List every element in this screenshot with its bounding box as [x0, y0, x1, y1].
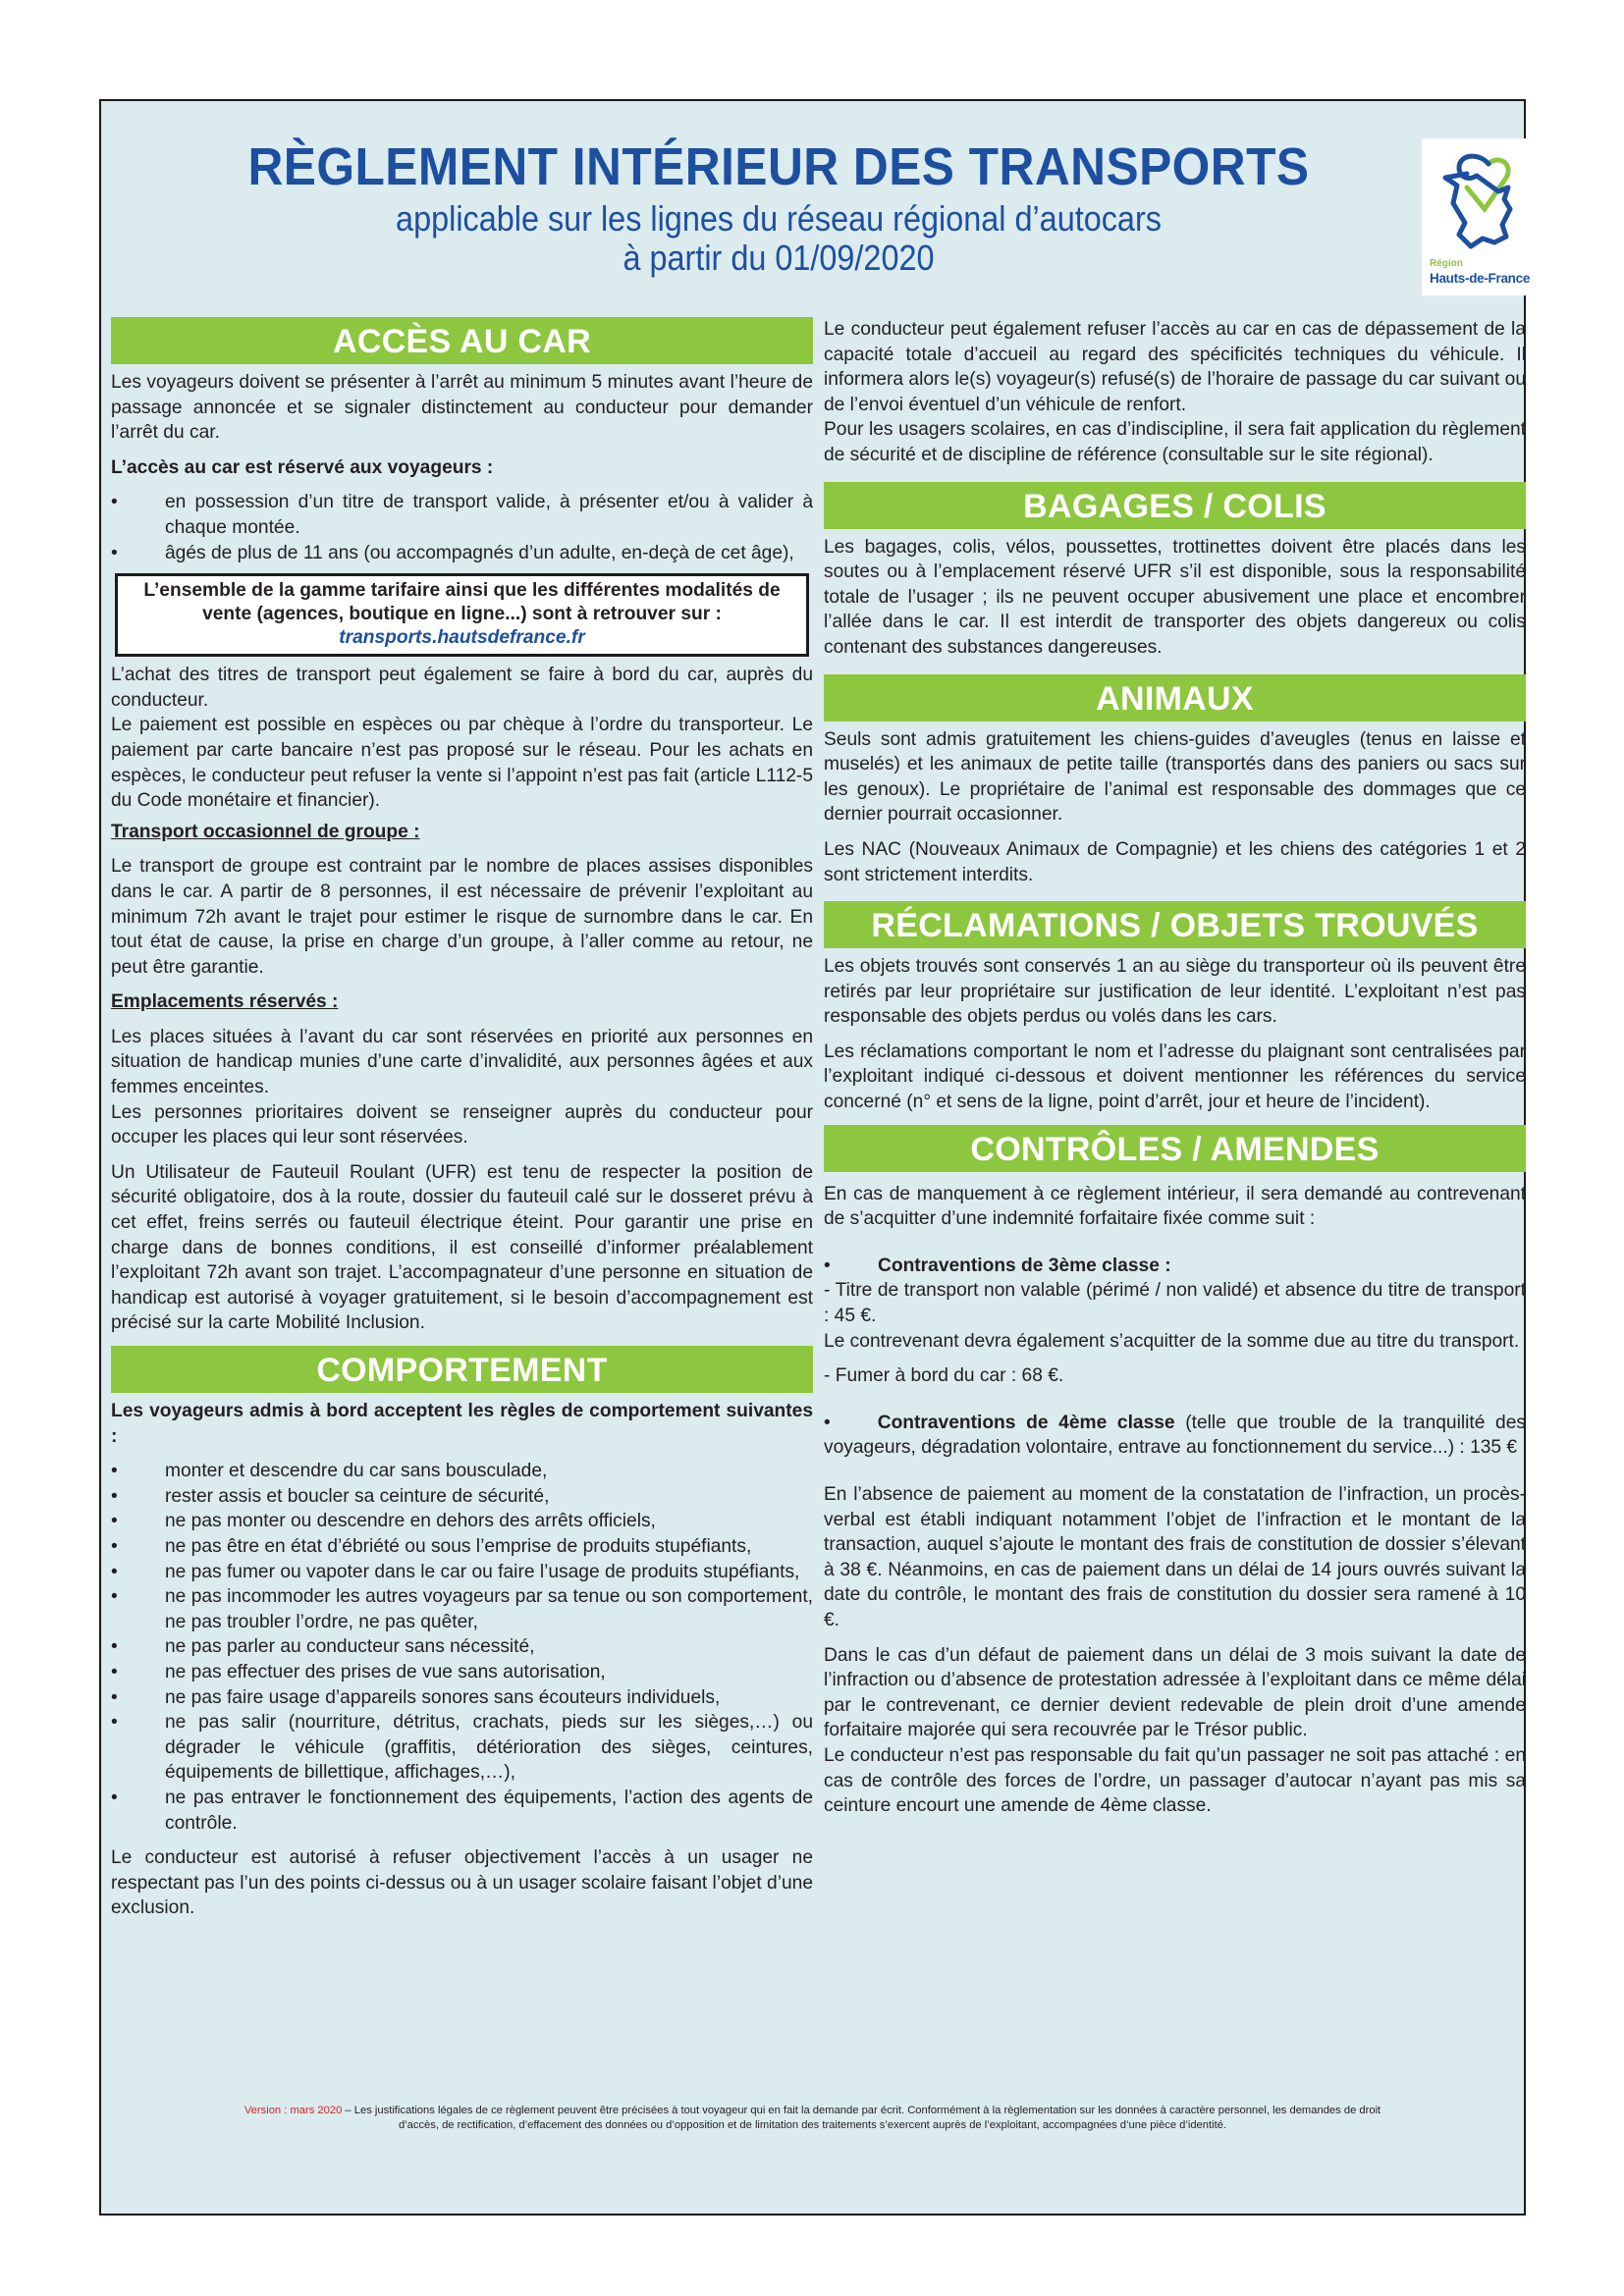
footer-text-1: – Les justifications légales de ce règlement peuvent être précisées à tout voyageur qui en fait la demande par écrit. Conformément à la règlementation sur les données à caractère personnel, les demandes de droit: [342, 2105, 1381, 2116]
ufr-text: Un Utilisateur de Fauteuil Roulant (UFR) est tenu de respecter la position de sécurité obligatoire, dos à la route, dossier du fauteuil calé sur le dosseret prévu à cet effet, freins serrés ou fauteuil électrique éteint. Pour garantir une prise en charge dans de bonnes conditions, il est conseillé d’informer préalablement l’exploitant 72h avant son trajet. L’accompagnateur d’une personne en situation de handicap est autorisé à voyager gratuitement, si le besoin d’accompagnement est précisé sur la carte Mobilité Inclusion.: [111, 1161, 813, 1334]
bullet-icon: •: [111, 1787, 118, 1808]
section-heading-animaux: ANIMAUX: [824, 674, 1526, 721]
list-item: • ne pas parler au conducteur sans nécessité,: [111, 1634, 813, 1660]
class3-heading: • Contraventions de 3ème classe :: [824, 1254, 1526, 1279]
bullet-icon: •: [111, 1461, 118, 1482]
document-frame: [99, 99, 1531, 2216]
acces-intro: Les voyageurs doivent se présenter à l’arrêt au minimum 5 minutes avant l’heure de passage annoncée et se signaler distinctement au conducteur pour demander l’arrêt du car.: [111, 372, 813, 444]
list-item: • ne pas effectuer des prises de vue sans autorisation,: [111, 1660, 813, 1685]
group-transport-label: Transport occasionnel de groupe :: [111, 821, 420, 842]
document-header: [101, 101, 1531, 327]
seatbelt-text: Le conducteur n’est pas responsable du fait qu’un passager ne soit pas attaché : en cas de contrôle des forces de l’ordre, un passager d’autocar n’ayant pas mis sa ceinture encourt une amende de 4ème classe.: [824, 1744, 1526, 1817]
right-column: [824, 317, 1526, 1819]
class4-paragraph: • Contraventions de 4ème classe (telle que trouble de la tranquilité des voyageurs, dégradation volontaire, entrave au fonctionnement du service...) : 135 €: [824, 1412, 1526, 1459]
section-heading-acces: ACCÈS AU CAR: [111, 317, 813, 364]
default-payment-text: Dans le cas d’un défaut de paiement dans un délai de 3 mois suivant la date de l’infraction ou d’absence de protestation adressée à l’exploitant dans ce même délai par le contrevenant, ce dernier devient redevable de plein droit d’une amende forfaitaire majorée qui sera recouvrée par le Trésor public.: [824, 1644, 1526, 1741]
class3-item-ticket: - Titre de transport non valable (périmé / non validé) et absence du titre de transport : 45 €.: [824, 1280, 1526, 1327]
bullet-icon: •: [111, 1586, 118, 1608]
bullet-icon: •: [111, 1485, 118, 1507]
list-item: • ne pas faire usage d’appareils sonores sans écouteurs individuels,: [111, 1685, 813, 1711]
list-item: • ne pas entraver le fonctionnement des équipements, l’action des agents de contrôle.: [111, 1787, 813, 1834]
tariff-info-box: [115, 573, 809, 657]
comportement-intro: Les voyageurs admis à bord acceptent les règles de comportement suivantes :: [111, 1401, 813, 1447]
controles-intro: En cas de manquement à ce règlement intérieur, il sera demandé au contrevenant de s’acquitter d’une indemnité forfaitaire fixée comme suit :: [824, 1183, 1526, 1230]
bullet-icon: •: [111, 542, 118, 563]
bullet-icon: •: [111, 492, 118, 513]
bullet-icon: •: [111, 1661, 118, 1682]
hauts-de-france-map-heart-icon: [1437, 148, 1524, 256]
reserved-seats-text-2: Les personnes prioritaires doivent se renseigner auprès du conducteur pour occuper les places qui leur sont réservées.: [111, 1101, 813, 1148]
section-heading-comportement: COMPORTEMENT: [111, 1346, 813, 1393]
bullet-icon: •: [111, 1686, 118, 1708]
footer-text-2: d’accès, de rectification, d’effacement des données ou d’opposition et de limitation des traitements s’exercent auprès de l’exploitant, accompagnées d’une pièce d’identité.: [398, 2119, 1227, 2131]
logo-region-name: Hauts-de-France: [1430, 271, 1531, 286]
bullet-icon: •: [111, 1712, 118, 1734]
reclamations-text-2: Les réclamations comportant le nom et l’adresse du plaignant sont centralisées par l’exploitant indiqué ci-dessous et doivent mentionner les références du service concerné (n° et sens de la ligne, point d’arrêt, jour et heure de l’incident).: [824, 1041, 1526, 1113]
website-link[interactable]: transports.hautsdefrance.fr: [339, 627, 585, 649]
reclamations-text-1: Les objets trouvés sont conservés 1 an au siège du transporteur où ils peuvent être retirés par leur propriétaire sur justification de leur identité. L’exploitant n’est pas responsable des objets perdus ou volés dans les cars.: [824, 956, 1526, 1028]
animaux-text-2: Les NAC (Nouveaux Animaux de Compagnie) et les chiens des catégories 1 et 2 sont strictement interdits.: [824, 838, 1526, 885]
list-item: • ne pas incommoder les autres voyageurs par sa tenue ou son comportement, ne pas troubler l’ordre, ne pas quêter,: [111, 1586, 813, 1632]
group-transport-text: Le transport de groupe est contraint par le nombre de places assises disponibles dans le car. A partir de 8 personnes, il est nécessaire de prévenir l’exploitant au minimum 72h avant le trajet pour estimer le risque de surnombre dans le car. En tout état de cause, la prise en charge d’un groupe, à l’aller comme au retour, ne peut être garantie.: [111, 856, 813, 978]
left-column: [111, 317, 813, 1921]
school-discipline-text: Pour les usagers scolaires, en cas d’indiscipline, il sera fait application du règlement de sécurité et de discipline de référence (consultable sur le site régional).: [824, 419, 1526, 465]
page-title: RÈGLEMENT INTÉRIEUR DES TRANSPORTS: [247, 137, 1310, 196]
acces-purchase: L’achat des titres de transport peut également se faire à bord du car, auprès du conducteur.: [111, 665, 813, 711]
section-heading-controles: CONTRÔLES / AMENDES: [824, 1125, 1526, 1172]
acces-payment: Le paiement est possible en espèces ou par chèque à l’ordre du transporteur. Le paiement par carte bancaire n’est pas proposé sur le réseau. Pour les achats en espèces, le conducteur peut refuser la vente si l’appoint n’est pas fait (article L112-5 du Code monétaire et financier).: [111, 715, 813, 812]
behaviour-rules-list: [111, 1459, 813, 1836]
list-item: • ne pas être en état d’ébriété ou sous l’emprise de produits stupéfiants,: [111, 1534, 813, 1560]
acces-reserved-label: L’accès au car est réservé aux voyageurs :: [111, 456, 494, 478]
list-item: • âgés de plus de 11 ans (ou accompagnés d’un adulte, en-deçà de cet âge),: [111, 541, 813, 566]
tariff-info-text: L’ensemble de la gamme tarifaire ainsi que les différentes modalités de vente (agences, boutique en ligne...) sont à retrouver sur :: [143, 580, 781, 625]
logo-region-label: Région: [1430, 258, 1463, 269]
refusal-capacity-text: Le conducteur peut également refuser l’accès au car en cas de dépassement de la capacité totale d’accueil au regard des spécificités techniques du véhicule. Il informera alors le(s) voyageur(s) refusé(s) de l’horaire de passage du car suivant ou de l’envoi éventuel d’un véhicule de renfort.: [824, 319, 1526, 415]
reserved-seats-label: Emplacements réservés :: [111, 991, 339, 1013]
bullet-icon: •: [111, 1561, 118, 1582]
section-heading-bagages: BAGAGES / COLIS: [824, 482, 1526, 529]
absence-payment-text: En l’absence de paiement au moment de la constatation de l’infraction, un procès-verbal est établi indiquant notamment l’objet de l’infraction et le montant de la transaction, auquel s’ajoute le montant des frais de constitution de dossier s’élevant à 38 €. Néanmoins, en cas de paiement dans un délai de 14 jours ouvrés suivant la date du contrôle, le montant des frais de constitution du dossier sera ramené à 10 €.: [824, 1484, 1526, 1630]
list-item: • ne pas monter ou descendre en dehors des arrêts officiels,: [111, 1509, 813, 1534]
list-item: • ne pas salir (nourriture, détritus, crachats, pieds sur les sièges,…) ou dégrader le véhicule (graffitis, détérioration des sièges, ceintures, équipements de billettique, affichages,…),: [111, 1712, 813, 1784]
version-label: Version : mars 2020: [244, 2105, 343, 2116]
class3-note: Le contrevenant devra également s’acquitter de la somme due au titre du transport.: [824, 1330, 1520, 1352]
reserved-seats-text-1: Les places situées à l’avant du car sont réservées en priorité aux personnes en situation de handicap munies d’une carte d’invalidité, aux personnes âgées et aux femmes enceintes.: [111, 1026, 813, 1098]
list-item: • ne pas fumer ou vapoter dans le car ou faire l’usage de produits stupéfiants,: [111, 1560, 813, 1585]
subtitle-line-2: à partir du 01/09/2020: [623, 238, 935, 278]
footer-legal-note: [101, 2104, 1524, 2133]
animaux-text-1: Seuls sont admis gratuitement les chiens-guides d’aveugles (tenus en laisse et muselés) et les animaux de petite taille (transportés dans des paniers ou sacs sur les genoux). Le propriétaire de l’animal est responsable des dommages que ce dernier pourrait occasionner.: [824, 728, 1526, 826]
subtitle-line-1: applicable sur les lignes du réseau régional d’autocars: [396, 198, 1162, 239]
bullet-icon: •: [111, 1535, 118, 1557]
class3-item-smoking: - Fumer à bord du car : 68 €.: [824, 1365, 1064, 1387]
region-logo: [1422, 138, 1540, 295]
bullet-icon: •: [824, 1255, 831, 1276]
page-subtitle: [169, 199, 1388, 278]
bullet-icon: •: [111, 1636, 118, 1658]
bullet-icon: •: [111, 1511, 118, 1532]
section-heading-reclamations: RÉCLAMATIONS / OBJETS TROUVÉS: [824, 901, 1526, 948]
comportement-closing: Le conducteur est autorisé à refuser objectivement l’accès à un usager ne respectant pas l’un des points ci-dessus ou à un usager scolaire faisant l’objet d’une exclusion.: [111, 1847, 813, 1919]
list-item: • monter et descendre du car sans bousculade,: [111, 1459, 813, 1484]
bagages-text: Les bagages, colis, vélos, poussettes, trottinettes doivent être placés dans les soutes ou à l’emplacement réservé UFR s’il est disponible, sous la responsabilité totale de l’usager ; ils ne peuvent occuper abusivement une place et encombrer l’allée dans le car. Il est interdit de transporter des objets dangereux ou colis contenant des substances dangereuses.: [824, 536, 1526, 658]
bullet-icon: •: [824, 1412, 831, 1433]
list-item: • en possession d’un titre de transport valide, à présenter et/ou à valider à chaque montée.: [111, 492, 813, 538]
list-item: • rester assis et boucler sa ceinture de sécurité,: [111, 1484, 813, 1510]
